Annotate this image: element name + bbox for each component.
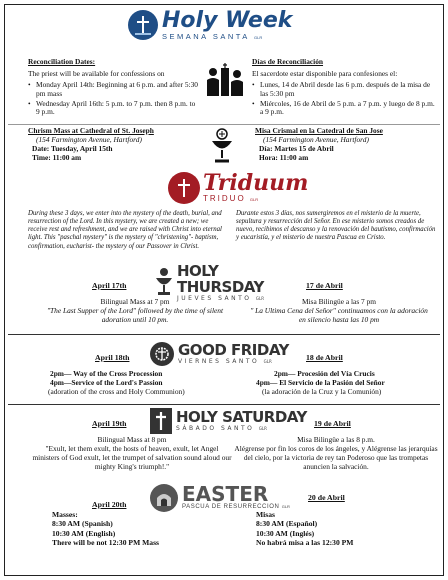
confession-icon [203, 62, 247, 98]
friday-english: 2pm— Way of the Cross Procession 4pm—Service of the Lord's Passion (adoration of the cross and Holy Communion) [48, 369, 185, 396]
chrism-mass-english: Chrism Mass at Cathedral of St. Joseph (154 Farmington Avenue, Hartford) Date: Tuesday, April 15th Time: 11:00 am [28, 126, 154, 162]
crown-of-thorns-icon [150, 342, 174, 366]
easter-spanish: Misas 8:30 AM (Español) 10:30 AM (Inglés) No habrá misa a las 12:30 PM [256, 510, 354, 548]
chrism-mass-spanish: Misa Crismal en la Catedral de San Jose (154 Farmington Avenue, Hartford) Día: Martes 15 de Abril Hora: 11:00 am [255, 126, 383, 162]
triduum-text-english: During these 3 days, we enter into the mystery of the death, burial, and resurrection of the Lord. In this mystery, we are created a new; we receive rest and refreshment, and we are raised with Christ into eternal light. This "paschal mystery" is the mystery of "christening"- baptism, confirmation, eucharist- the mystery of our Passover in Christ. [28, 210, 222, 250]
thursday-date-spanish: 17 de Abril [306, 281, 343, 290]
thursday-english: Bilingual Mass at 7 pm "The Last Supper of the Lord" followed by the time of silent adoration until 10 pm. [46, 297, 224, 324]
glr-mark: GLR [255, 296, 264, 302]
easter-date-english: April 20th [92, 500, 127, 509]
triduum-text-spanish: Durante estos 3 días, nos sumergiremos en el misterio de la muerte, sepultura y resurrección del Señor. En ese misterio somos creados de nuevo, recibimos el descanso y la renovación del bautismo, confirmación y eucaristía, y el misterio de nuestra Pascua en Cristo. [236, 210, 436, 242]
glr-mark: GLR [249, 197, 259, 203]
saturday-english: Bilingual Mass at 8 pm "Exult, let them exult, the hosts of heaven, exult, let Angel ministers of God exult, let the trumpet of salvation sound aloud our mighty King's triumph!." [32, 435, 232, 471]
glr-mark: GLR [253, 34, 263, 40]
divider [8, 334, 440, 335]
easter-banner: EASTER PASCUA DE RESURRECCION GLR [150, 482, 310, 514]
thursday-title: HOLY THURSDAY [177, 262, 264, 297]
reconciliation-heading: Reconciliation Dates: [28, 57, 96, 66]
easter-date-spanish: 20 de Abril [308, 493, 345, 502]
glr-mark: GLR [263, 359, 272, 365]
triduum-title: Triduum [203, 170, 309, 197]
saturday-title: HOLY SATURDAY [176, 408, 307, 427]
church-logo-icon [128, 10, 158, 40]
chalice-icon [208, 128, 236, 164]
reconciliation-spanish: Días de Reconciliación El sacerdote estar disponible para confesiones el: • Lunes, 14 de Abril desde las 6 p.m. después de la misa de las 5:30 pm • Miércoles, 16 de Abril de 5 p.m. a 7 p.m. y luego de 8 p.m. a 9 p.m. [252, 58, 437, 117]
friday-date-spanish: 18 de Abril [306, 353, 343, 362]
glr-mark: GLR [281, 504, 290, 510]
page-title: Holy Week [162, 7, 293, 33]
thursday-spanish: Misa Bilingüe a las 7 pm " La Ultima Cena del Señor" continuamos con la adoración en silencio hasta las 10 pm [250, 297, 428, 324]
holy-thursday-banner: HOLY THURSDAY JUEVES SANTO GLR [154, 267, 304, 299]
saturday-spanish: Misa Bilingüe a las 8 p.m. Alégrense por fin los coros de los ángeles, y Alégrense las jerarquías del cielo, por la victoria de rey tan Poderoso que las trompetas anuncien la salvación. [234, 435, 438, 471]
thursday-date-english: April 17th [92, 281, 127, 290]
saturday-date-english: April 19th [92, 419, 127, 428]
page-subtitle: SEMANA SANTA [162, 31, 250, 41]
reconciliation-item: • Monday April 14th: Beginning at 6 p.m. and after 5:30 pm mass [28, 81, 200, 99]
friday-title: GOOD FRIDAY [178, 341, 289, 360]
divider [8, 124, 440, 125]
chalice-icon [154, 267, 174, 300]
divider [8, 404, 440, 405]
reconciliation-item: • Wednesday April 16th: 5 p.m. to 7 p.m. then 8 p.m. to 9 p.m. [28, 100, 200, 118]
saturday-date-spanish: 19 de Abril [314, 419, 351, 428]
friday-spanish: 2pm— Procesión del Vía Crucis 4pm— El Servicio de la Pasión del Señor (la adoración de la Cruz y la Comunión) [256, 369, 385, 396]
church-logo-icon [168, 172, 200, 204]
glr-mark: GLR [258, 426, 267, 432]
good-friday-banner: GOOD FRIDAY VIERNES SANTO GLR [150, 339, 304, 369]
reconciliation-english: Reconciliation Dates: The priest will be available for confessions on • Monday April 14th: Beginning at 6 p.m. and after 5:30 pm mass • Wednesday April 16th: 5 p.m. to 7 p.m. then 8 p.m. to 9 p.m. [28, 58, 200, 117]
easter-title: EASTER [182, 482, 269, 507]
empty-tomb-icon [150, 484, 178, 512]
cross-icon [150, 408, 172, 434]
holy-saturday-banner: HOLY SATURDAY SÁBADO SANTO GLR [150, 406, 310, 436]
friday-date-english: April 18th [95, 353, 130, 362]
holy-week-banner [128, 7, 328, 41]
triduum-banner: Triduum TRIDUO GLR [168, 170, 308, 206]
easter-english: Masses: 8:30 AM (Spanish) 10:30 AM (English) There will be not 12:30 PM Mass [52, 510, 160, 548]
